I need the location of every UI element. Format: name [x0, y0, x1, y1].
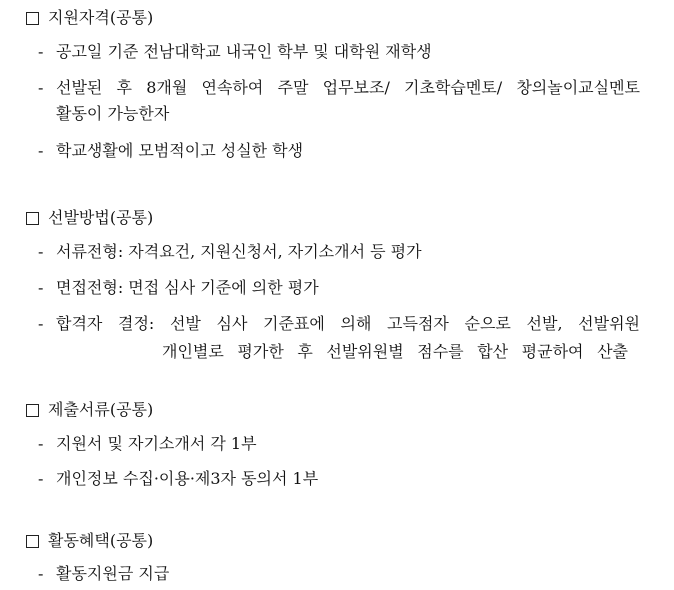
list-item: [38, 432, 257, 456]
list-item-text: 개인정보 수집·이용·제3자 동의서 1부: [56, 469, 319, 488]
checkbox-icon: [26, 404, 39, 417]
checkbox-icon: [26, 535, 39, 548]
list-item: [38, 139, 303, 163]
list-item-text: 지원서 및 자기소개서 각 1부: [56, 434, 257, 453]
bullet-dash: -: [38, 78, 44, 97]
bullet-dash: -: [38, 434, 44, 453]
list-item: [38, 240, 422, 264]
list-item-continuation: 개인별로 평가한 후 선발위원별 점수를 합산 평균하여 산출: [162, 342, 628, 361]
list-item: [38, 40, 432, 64]
heading-text: 제출서류(공통): [48, 400, 154, 419]
checkbox-icon: [26, 212, 39, 225]
list-item-text: 공고일 기준 전남대학교 내국인 학부 및 대학원 재학생: [56, 42, 432, 61]
list-item: [38, 312, 640, 336]
list-item: [38, 467, 318, 491]
section-heading-documents: [26, 398, 153, 422]
list-item-text: 면접전형: 면접 심사 기준에 의한 평가: [56, 278, 319, 297]
bullet-dash: -: [38, 278, 44, 297]
section-heading-eligibility: [26, 6, 153, 30]
bullet-dash: -: [38, 141, 44, 160]
bullet-dash: -: [38, 42, 44, 61]
bullet-dash: -: [38, 469, 44, 488]
heading-text: 선발방법(공통): [48, 208, 154, 227]
list-item-text: 활동지원금 지급: [56, 564, 170, 583]
heading-text: 지원자격(공통): [48, 8, 154, 27]
checkbox-icon: [26, 12, 39, 25]
list-item: [38, 562, 169, 586]
list-item: [38, 76, 640, 100]
section-heading-benefits: [26, 529, 153, 553]
list-item-continuation: 활동이 가능한자: [56, 104, 170, 123]
bullet-dash: -: [38, 564, 44, 583]
list-item-text: 학교생활에 모범적이고 성실한 학생: [56, 141, 304, 160]
section-heading-selection: [26, 206, 153, 230]
list-item: [38, 276, 319, 300]
list-item-text: 선발된 후 8개월 연속하여 주말 업무보조/ 기초학습멘토/ 창의놀이교실멘토: [56, 78, 640, 97]
list-item-text: 합격자 결정: 선발 심사 기준표에 의해 고득점자 순으로 선발, 선발위원: [56, 314, 640, 333]
bullet-dash: -: [38, 314, 44, 333]
list-item-text: 서류전형: 자격요건, 지원신청서, 자기소개서 등 평가: [56, 242, 422, 261]
bullet-dash: -: [38, 242, 44, 261]
heading-text: 활동혜택(공통): [48, 531, 154, 550]
